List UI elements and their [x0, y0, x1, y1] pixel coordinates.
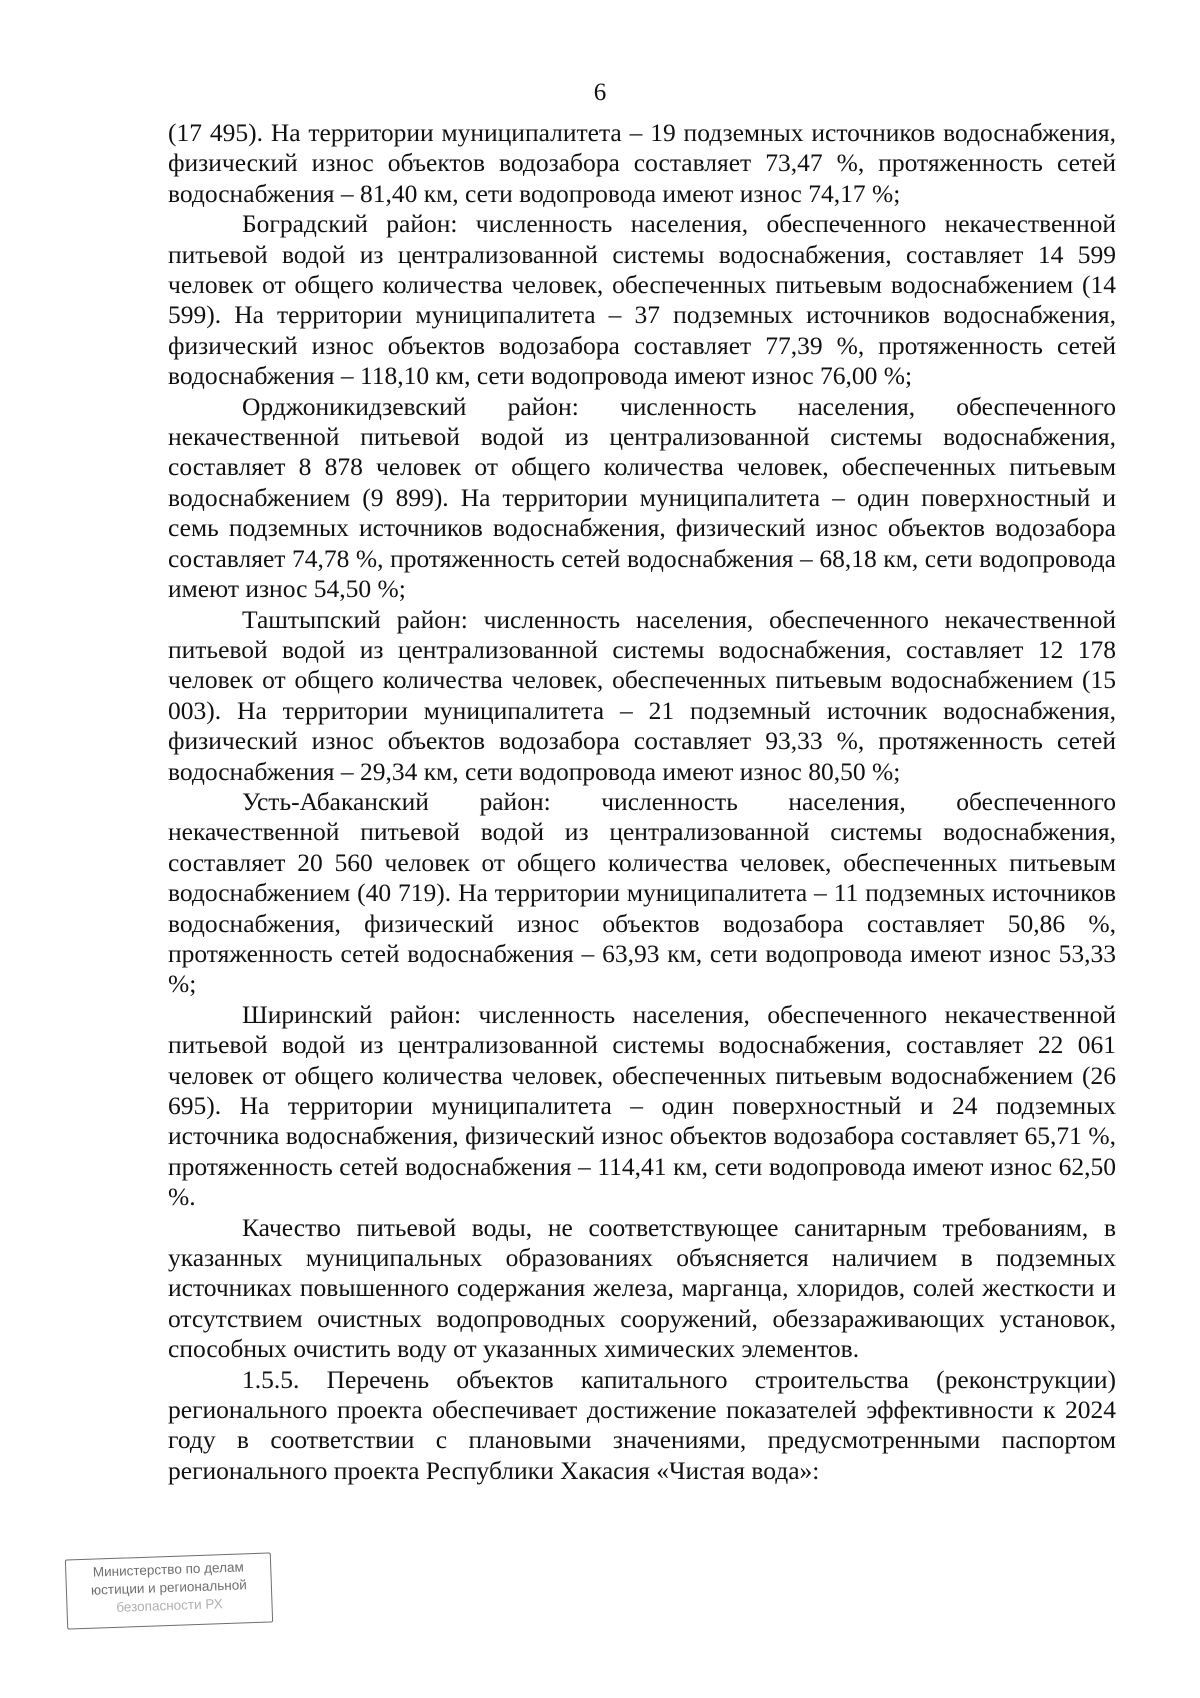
- paragraph-continuation: (17 495). На территории муниципалитета – 19 подземных источников водоснабжения, физический износ объектов водозабора составляет 73,47 %, протяженность сетей водоснабжения – 81,40 км, сети водопровода имеют износ 74,17 %;: [168, 118, 1116, 208]
- paragraph-1-5-5: 1.5.5. Перечень объектов капитального строительства (реконструкции) регионального проекта обеспечивает достижение показателей эффективности к 2024 году в соответствии с плановыми значениями, предусмотренными паспортом регионального проекта Республики Хакасия «Чистая вода»:: [168, 1364, 1116, 1485]
- paragraph-ordzhonikidzevsky: Орджоникидзевский район: численность населения, обеспеченного некачественной питьевой водой из централизованной системы водоснабжения, составляет 8 878 человек от общего количества человек, обеспеченных питьевым водоснабжением (9 899). На территории муниципалитета – один поверхностный и семь подземных источников водоснабжения, физический износ объектов водозабора составляет 74,78 %, протяженность сетей водоснабжения – 68,18 км, сети водопровода имеют износ 54,50 %;: [168, 391, 1116, 604]
- document-body: [168, 118, 1116, 1486]
- paragraph-bogradsky: Боградский район: численность населения, обеспеченного некачественной питьевой водой из централизованной системы водоснабжения, составляет 14 599 человек от общего количества человек, обеспеченных питьевым водоснабжением (14 599). На территории муниципалитета – 37 подземных источников водоснабжения, физический износ объектов водозабора составляет 77,39 %, протяженность сетей водоснабжения – 118,10 км, сети водопровода имеют износ 76,00 %;: [168, 209, 1116, 391]
- stamp-line-1: Министерство по делам: [92, 1559, 244, 1580]
- paragraph-shirinsky: Ширинский район: численность населения, обеспеченного некачественной питьевой водой из централизованной системы водоснабжения, составляет 22 061 человек от общего количества человек, обеспеченных питьевым водоснабжением (26 695). На территории муниципалитета – один поверхностный и 24 подземных источника водоснабжения, физический износ объектов водозабора составляет 65,71 %, протяженность сетей водоснабжения – 114,41 км, сети водопровода имеют износ 62,50 %.: [168, 999, 1116, 1212]
- page-number: 6: [593, 79, 607, 106]
- stamp-line-3: безопасности РХ: [116, 1596, 223, 1615]
- stamp-line-2: юстиции и региональной: [90, 1577, 247, 1598]
- ministry-stamp: [65, 1552, 273, 1629]
- paragraph-water-quality: Качество питьевой воды, не соответствующее санитарным требованиям, в указанных муниципальных образованиях объясняется наличием в подземных источниках повышенного содержания железа, марганца, хлоридов, солей жесткости и отсутствием очистных водопроводных сооружений, обеззараживающих установок, способных очистить воду от указанных химических элементов.: [168, 1212, 1116, 1364]
- paragraph-ust-abakansky: Усть-Абаканский район: численность населения, обеспеченного некачественной питьевой водой из централизованной системы водоснабжения, составляет 20 560 человек от общего количества человек, обеспеченных питьевым водоснабжением (40 719). На территории муниципалитета – 11 подземных источников водоснабжения, физический износ объектов водозабора составляет 50,86 %, протяженность сетей водоснабжения – 63,93 км, сети водопровода имеют износ 53,33 %;: [168, 786, 1116, 999]
- paragraph-tashtypsky: Таштыпский район: численность населения, обеспеченного некачественной питьевой водой из централизованной системы водоснабжения, составляет 12 178 человек от общего количества человек, обеспеченных питьевым водоснабжением (15 003). На территории муниципалитета – 21 подземный источник водоснабжения, физический износ объектов водозабора составляет 93,33 %, протяженность сетей водоснабжения – 29,34 км, сети водопровода имеют износ 80,50 %;: [168, 604, 1116, 786]
